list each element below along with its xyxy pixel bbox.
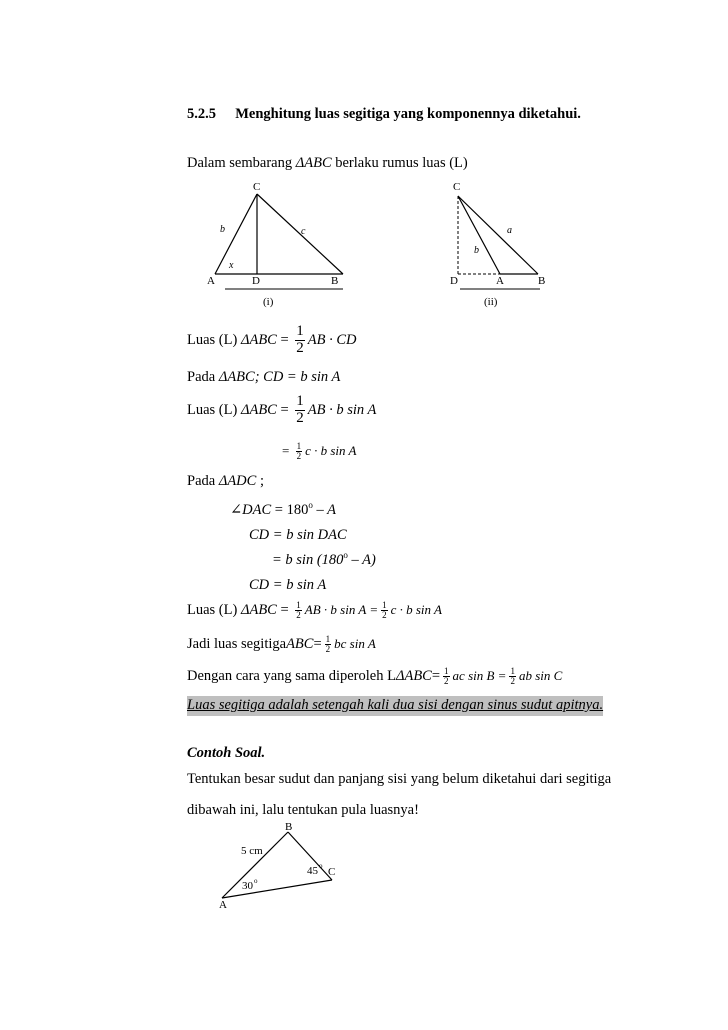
label-a-side-ii: a <box>507 225 512 236</box>
triangle-figure-i <box>195 178 365 318</box>
section-title: Menghitung luas segitiga yang komponennya diketahui. <box>235 106 581 122</box>
label-b: B <box>331 275 339 287</box>
label-angle-c: 45 <box>307 865 318 877</box>
example-title: Contoh Soal. <box>187 745 266 761</box>
intro-line <box>187 155 468 172</box>
cd-line-1 <box>249 527 347 544</box>
jadi-equals: = <box>313 635 322 652</box>
label-c-side: c <box>301 226 306 237</box>
label-angle-c-deg: o <box>319 862 323 870</box>
triangle-adc: ΔADC <box>218 473 257 489</box>
eq1-rhs: AB · CD <box>307 331 357 348</box>
label-side-5cm: 5 cm <box>241 845 263 857</box>
label-b-side-ii: b <box>474 245 479 256</box>
eq4-part1: AB · b sin A = <box>304 602 379 617</box>
side-ac-example <box>222 880 332 898</box>
dengan-equals: = <box>431 667 441 684</box>
luas-label: Luas (L) <box>187 401 238 418</box>
angle-rest: – A <box>312 501 336 518</box>
eq2-rhs: AB · b sin A <box>307 401 377 418</box>
cd-line-2 <box>272 550 376 569</box>
dengan-line <box>187 664 562 688</box>
dengan-term2: ab sin C <box>518 668 563 683</box>
pada-line-1 <box>187 369 340 386</box>
side-ab-example <box>222 832 288 898</box>
angle-value: = 180 <box>271 501 309 518</box>
label-b-ii: B <box>538 275 546 287</box>
fraction-half-small: $\frac{1}{2}$ <box>444 665 449 686</box>
fraction-half-small: $\frac{1}{2}$ <box>296 599 301 620</box>
cd-line-3 <box>249 577 326 594</box>
jadi-rhs: bc sin A <box>334 636 376 651</box>
cd3-lhs: CD <box>249 577 270 593</box>
formula-luas-1: Luas (L) ΔABC = $\frac{1}{2}$ AB · CD <box>187 323 357 356</box>
intro-text: Dalam sembarang <box>187 155 296 171</box>
cd2-pre: = b sin (180 <box>272 551 344 568</box>
triangle-abc: ΔABC <box>240 331 277 348</box>
fraction-half: $\frac{1}{2}$ <box>296 323 304 356</box>
cd2-post: – A) <box>347 551 376 568</box>
eq3-rhs: c · b sin A <box>305 443 357 458</box>
eq4-part2: c · b sin A <box>390 602 442 617</box>
label-c-example: C <box>328 866 336 878</box>
dengan-term1: ac sin B = <box>452 668 507 683</box>
label-b-example: B <box>285 821 293 833</box>
side-cb-ii <box>458 196 538 274</box>
pada-line-2 <box>187 473 264 490</box>
cd-rhs: DAC <box>317 527 347 543</box>
intro-text-end: berlaku rumus luas (L) <box>331 155 468 171</box>
triangle-figure-example <box>210 818 360 910</box>
dengan-triangle: ΔABC <box>395 667 432 684</box>
label-x: x <box>229 260 234 271</box>
angle-name: DAC <box>242 501 272 518</box>
fraction-half-small: $\frac{1}{2}$ <box>382 599 387 620</box>
fraction-half-small: $\frac{1}{2}$ <box>325 633 331 654</box>
jadi-line <box>187 632 376 656</box>
triangle-figure-ii <box>440 178 570 318</box>
label-c-ii: C <box>453 181 461 193</box>
dengan-text: Dengan cara yang sama diperoleh L <box>187 667 396 684</box>
triangle-abc: ΔABC <box>240 601 277 618</box>
formula-luas-3: = $\frac{1}{2}$ c · b sin A <box>282 440 357 461</box>
label-angle-a: 30 <box>242 880 253 892</box>
pada-semicolon: ; <box>256 473 264 489</box>
side-cb <box>257 194 343 274</box>
section-heading <box>187 106 581 123</box>
cd-mid: = b sin <box>269 527 318 543</box>
angle-dac-line <box>230 500 336 519</box>
cd3-rhs: = b sin A <box>269 577 327 593</box>
degree-sign: o <box>343 550 348 560</box>
section-number: 5.2.5 <box>187 106 216 122</box>
intro-triangle: ΔABC <box>295 155 332 171</box>
triangle-abc: ΔABC <box>240 401 277 418</box>
jadi-text: Jadi luas segitiga <box>187 635 287 652</box>
caption-i: (i) <box>263 296 274 308</box>
angle-icon: ∠ <box>230 501 243 518</box>
conclusion-highlight: Luas segitiga adalah setengah kali dua sisi dengan sinus sudut apitnya. <box>187 696 603 716</box>
pada-expr: ΔABC; CD = b sin A <box>218 369 341 385</box>
jadi-triangle: ABC <box>286 635 314 652</box>
fraction-half-small: $\frac{1}{2}$ <box>296 440 302 461</box>
label-d: D <box>252 275 260 287</box>
label-a-example: A <box>219 899 227 910</box>
example-text-1: Tentukan besar sudut dan panjang sisi yang belum diketahui dari segitiga <box>187 771 612 787</box>
fraction-half: $\frac{1}{2}$ <box>296 393 304 426</box>
degree-sign: o <box>308 500 313 510</box>
cd-lhs: CD <box>249 527 270 543</box>
fraction-half-small: $\frac{1}{2}$ <box>510 665 515 686</box>
luas-label: Luas (L) <box>187 601 238 618</box>
pada-label: Pada <box>187 369 219 385</box>
example-text-2: dibawah ini, lalu tentukan pula luasnya! <box>187 802 419 818</box>
label-a-ii: A <box>496 275 504 287</box>
formula-luas-4: Luas (L) ΔABC = $\frac{1}{2}$ AB · b sin A = $\frac{1}{2}$ c · b sin A <box>187 599 442 620</box>
caption-ii: (ii) <box>484 296 498 308</box>
label-d-ii: D <box>450 275 458 287</box>
luas-label: Luas (L) <box>187 331 238 348</box>
label-c: C <box>253 181 261 193</box>
label-a: A <box>207 275 215 287</box>
side-ca-ii <box>458 196 500 274</box>
label-angle-a-deg: o <box>254 877 258 885</box>
formula-luas-2: Luas (L) ΔABC = $\frac{1}{2}$ AB · b sin A <box>187 393 377 426</box>
pada-label: Pada <box>187 473 219 489</box>
label-b-side: b <box>220 224 225 235</box>
